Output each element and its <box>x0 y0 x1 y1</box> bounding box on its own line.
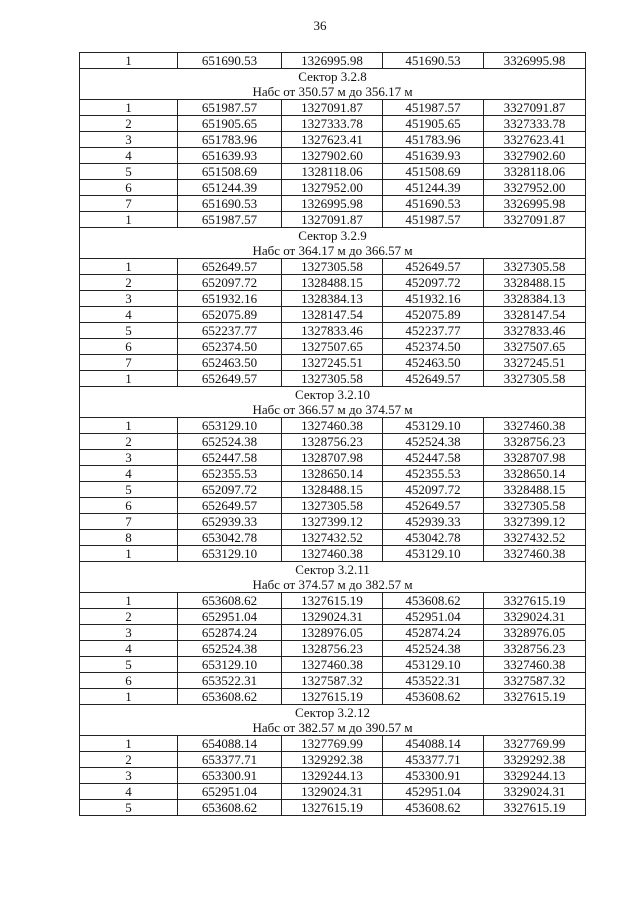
x-coordinate-cell: 651905.65 <box>178 116 282 132</box>
table-row <box>80 450 586 466</box>
sector-title: Сектор 3.2.12 <box>80 705 586 721</box>
x-local-cell: 452874.24 <box>383 625 484 641</box>
x-local-cell: 451987.57 <box>383 100 484 116</box>
y-local-cell: 3329292.38 <box>484 752 586 768</box>
x-local-cell: 452649.57 <box>383 259 484 275</box>
y-local-cell: 3328707.98 <box>484 450 586 466</box>
y-local-cell: 3328147.54 <box>484 307 586 323</box>
x-coordinate-cell: 652447.58 <box>178 450 282 466</box>
point-number-cell: 1 <box>80 593 178 609</box>
point-number-cell: 4 <box>80 307 178 323</box>
table-row <box>80 291 586 307</box>
point-number-cell: 3 <box>80 450 178 466</box>
y-coordinate-cell: 1326995.98 <box>282 196 383 212</box>
sector-height-range: Набс от 382.57 м до 390.57 м <box>80 720 586 736</box>
y-local-cell: 3327833.46 <box>484 323 586 339</box>
y-coordinate-cell: 1327615.19 <box>282 593 383 609</box>
point-number-cell: 1 <box>80 736 178 752</box>
table-row <box>80 641 586 657</box>
sector-title-row <box>80 387 586 403</box>
sector-title-row <box>80 228 586 244</box>
x-coordinate-cell: 651987.57 <box>178 100 282 116</box>
x-coordinate-cell: 654088.14 <box>178 736 282 752</box>
y-local-cell: 3327091.87 <box>484 212 586 228</box>
x-coordinate-cell: 651244.39 <box>178 180 282 196</box>
x-local-cell: 454088.14 <box>383 736 484 752</box>
y-coordinate-cell: 1327507.65 <box>282 339 383 355</box>
x-local-cell: 453042.78 <box>383 530 484 546</box>
table-row <box>80 482 586 498</box>
x-local-cell: 452524.38 <box>383 641 484 657</box>
x-local-cell: 452447.58 <box>383 450 484 466</box>
sector-title-row <box>80 705 586 721</box>
table-row <box>80 466 586 482</box>
x-local-cell: 451244.39 <box>383 180 484 196</box>
y-local-cell: 3327091.87 <box>484 100 586 116</box>
y-coordinate-cell: 1328118.06 <box>282 164 383 180</box>
sector-title: Сектор 3.2.8 <box>80 69 586 85</box>
x-local-cell: 452463.50 <box>383 355 484 371</box>
sector-height-range: Набс от 366.57 м до 374.57 м <box>80 402 586 418</box>
table-row <box>80 768 586 784</box>
coordinates-table <box>79 52 586 816</box>
x-local-cell: 451987.57 <box>383 212 484 228</box>
y-local-cell: 3328384.13 <box>484 291 586 307</box>
x-coordinate-cell: 653042.78 <box>178 530 282 546</box>
x-local-cell: 453608.62 <box>383 689 484 705</box>
x-coordinate-cell: 653129.10 <box>178 418 282 434</box>
point-number-cell: 1 <box>80 100 178 116</box>
x-local-cell: 453608.62 <box>383 800 484 816</box>
y-coordinate-cell: 1327460.38 <box>282 657 383 673</box>
x-local-cell: 451783.96 <box>383 132 484 148</box>
point-number-cell: 2 <box>80 434 178 450</box>
x-local-cell: 453300.91 <box>383 768 484 784</box>
x-coordinate-cell: 652951.04 <box>178 609 282 625</box>
table-row <box>80 514 586 530</box>
y-coordinate-cell: 1327615.19 <box>282 800 383 816</box>
sector-title: Сектор 3.2.9 <box>80 228 586 244</box>
point-number-cell: 5 <box>80 323 178 339</box>
y-local-cell: 3327432.52 <box>484 530 586 546</box>
x-coordinate-cell: 652097.72 <box>178 275 282 291</box>
x-coordinate-cell: 652939.33 <box>178 514 282 530</box>
y-coordinate-cell: 1327305.58 <box>282 259 383 275</box>
y-coordinate-cell: 1328147.54 <box>282 307 383 323</box>
point-number-cell: 4 <box>80 466 178 482</box>
table-row <box>80 689 586 705</box>
table-row <box>80 434 586 450</box>
sector-title: Сектор 3.2.11 <box>80 562 586 578</box>
x-local-cell: 452097.72 <box>383 275 484 291</box>
table-row <box>80 164 586 180</box>
table-row <box>80 132 586 148</box>
y-coordinate-cell: 1327952.00 <box>282 180 383 196</box>
x-coordinate-cell: 652463.50 <box>178 355 282 371</box>
table-row <box>80 418 586 434</box>
table-row <box>80 736 586 752</box>
y-coordinate-cell: 1327399.12 <box>282 514 383 530</box>
point-number-cell: 5 <box>80 657 178 673</box>
y-coordinate-cell: 1328650.14 <box>282 466 383 482</box>
y-coordinate-cell: 1327091.87 <box>282 212 383 228</box>
table-row <box>80 196 586 212</box>
y-coordinate-cell: 1327615.19 <box>282 689 383 705</box>
table-row <box>80 275 586 291</box>
y-coordinate-cell: 1327091.87 <box>282 100 383 116</box>
point-number-cell: 3 <box>80 625 178 641</box>
point-number-cell: 6 <box>80 339 178 355</box>
point-number-cell: 1 <box>80 212 178 228</box>
x-coordinate-cell: 652374.50 <box>178 339 282 355</box>
sector-height-range-row <box>80 577 586 593</box>
point-number-cell: 2 <box>80 275 178 291</box>
y-local-cell: 3327769.99 <box>484 736 586 752</box>
point-number-cell: 4 <box>80 641 178 657</box>
table-row <box>80 100 586 116</box>
y-local-cell: 3327615.19 <box>484 800 586 816</box>
table-row <box>80 609 586 625</box>
x-coordinate-cell: 653377.71 <box>178 752 282 768</box>
x-coordinate-cell: 652649.57 <box>178 498 282 514</box>
y-local-cell: 3329024.31 <box>484 609 586 625</box>
x-local-cell: 452649.57 <box>383 498 484 514</box>
y-local-cell: 3327623.41 <box>484 132 586 148</box>
y-local-cell: 3328976.05 <box>484 625 586 641</box>
table-row <box>80 212 586 228</box>
x-local-cell: 453522.31 <box>383 673 484 689</box>
y-coordinate-cell: 1329024.31 <box>282 609 383 625</box>
table-row <box>80 752 586 768</box>
x-coordinate-cell: 652649.57 <box>178 371 282 387</box>
y-coordinate-cell: 1326995.98 <box>282 53 383 69</box>
point-number-cell: 3 <box>80 132 178 148</box>
point-number-cell: 1 <box>80 259 178 275</box>
point-number-cell: 2 <box>80 752 178 768</box>
y-coordinate-cell: 1329024.31 <box>282 784 383 800</box>
y-local-cell: 3329244.13 <box>484 768 586 784</box>
sector-height-range: Набс от 350.57 м до 356.17 м <box>80 84 586 100</box>
page-number: 36 <box>313 18 327 33</box>
point-number-cell: 3 <box>80 291 178 307</box>
point-number-cell: 1 <box>80 53 178 69</box>
y-local-cell: 3328650.14 <box>484 466 586 482</box>
y-coordinate-cell: 1328976.05 <box>282 625 383 641</box>
y-coordinate-cell: 1329292.38 <box>282 752 383 768</box>
x-coordinate-cell: 653129.10 <box>178 546 282 562</box>
point-number-cell: 1 <box>80 546 178 562</box>
table-row <box>80 800 586 816</box>
y-local-cell: 3327615.19 <box>484 593 586 609</box>
sector-height-range-row <box>80 84 586 100</box>
x-coordinate-cell: 651987.57 <box>178 212 282 228</box>
y-local-cell: 3327952.00 <box>484 180 586 196</box>
x-coordinate-cell: 652649.57 <box>178 259 282 275</box>
x-local-cell: 452649.57 <box>383 371 484 387</box>
x-coordinate-cell: 652951.04 <box>178 784 282 800</box>
y-local-cell: 3327305.58 <box>484 498 586 514</box>
y-coordinate-cell: 1328756.23 <box>282 434 383 450</box>
x-local-cell: 452374.50 <box>383 339 484 355</box>
table-row <box>80 148 586 164</box>
sector-height-range: Набс от 364.17 м до 366.57 м <box>80 243 586 259</box>
x-local-cell: 453129.10 <box>383 657 484 673</box>
y-coordinate-cell: 1327623.41 <box>282 132 383 148</box>
sector-height-range: Набс от 374.57 м до 382.57 м <box>80 577 586 593</box>
point-number-cell: 5 <box>80 482 178 498</box>
sector-title: Сектор 3.2.10 <box>80 387 586 403</box>
y-coordinate-cell: 1327587.32 <box>282 673 383 689</box>
x-local-cell: 451905.65 <box>383 116 484 132</box>
y-coordinate-cell: 1328488.15 <box>282 482 383 498</box>
point-number-cell: 6 <box>80 673 178 689</box>
table-row <box>80 53 586 69</box>
point-number-cell: 7 <box>80 355 178 371</box>
y-coordinate-cell: 1327245.51 <box>282 355 383 371</box>
y-local-cell: 3327460.38 <box>484 657 586 673</box>
x-coordinate-cell: 651932.16 <box>178 291 282 307</box>
x-local-cell: 453129.10 <box>383 418 484 434</box>
x-coordinate-cell: 651690.53 <box>178 196 282 212</box>
x-local-cell: 452097.72 <box>383 482 484 498</box>
y-coordinate-cell: 1327432.52 <box>282 530 383 546</box>
y-coordinate-cell: 1327305.58 <box>282 371 383 387</box>
y-local-cell: 3327615.19 <box>484 689 586 705</box>
table-row <box>80 593 586 609</box>
x-coordinate-cell: 651783.96 <box>178 132 282 148</box>
x-local-cell: 452524.38 <box>383 434 484 450</box>
point-number-cell: 4 <box>80 148 178 164</box>
table-row <box>80 546 586 562</box>
table-row <box>80 657 586 673</box>
y-local-cell: 3327305.58 <box>484 371 586 387</box>
y-coordinate-cell: 1328384.13 <box>282 291 383 307</box>
sector-height-range-row <box>80 720 586 736</box>
y-local-cell: 3327460.38 <box>484 418 586 434</box>
y-local-cell: 3327245.51 <box>484 355 586 371</box>
table-row <box>80 307 586 323</box>
x-coordinate-cell: 653129.10 <box>178 657 282 673</box>
x-local-cell: 452951.04 <box>383 784 484 800</box>
y-coordinate-cell: 1327305.58 <box>282 498 383 514</box>
y-local-cell: 3327902.60 <box>484 148 586 164</box>
table-row <box>80 530 586 546</box>
x-coordinate-cell: 653608.62 <box>178 689 282 705</box>
y-coordinate-cell: 1328756.23 <box>282 641 383 657</box>
table-row <box>80 784 586 800</box>
point-number-cell: 1 <box>80 689 178 705</box>
y-local-cell: 3327460.38 <box>484 546 586 562</box>
x-local-cell: 451508.69 <box>383 164 484 180</box>
sector-title-row <box>80 562 586 578</box>
point-number-cell: 1 <box>80 371 178 387</box>
x-coordinate-cell: 653608.62 <box>178 593 282 609</box>
sector-height-range-row <box>80 402 586 418</box>
point-number-cell: 7 <box>80 514 178 530</box>
x-local-cell: 452075.89 <box>383 307 484 323</box>
y-coordinate-cell: 1327769.99 <box>282 736 383 752</box>
y-local-cell: 3326995.98 <box>484 196 586 212</box>
x-coordinate-cell: 652874.24 <box>178 625 282 641</box>
y-local-cell: 3328488.15 <box>484 275 586 291</box>
y-coordinate-cell: 1328488.15 <box>282 275 383 291</box>
x-coordinate-cell: 651508.69 <box>178 164 282 180</box>
x-local-cell: 451690.53 <box>383 53 484 69</box>
sector-title-row <box>80 69 586 85</box>
x-coordinate-cell: 652355.53 <box>178 466 282 482</box>
sector-height-range-row <box>80 243 586 259</box>
x-coordinate-cell: 652097.72 <box>178 482 282 498</box>
y-coordinate-cell: 1327333.78 <box>282 116 383 132</box>
x-local-cell: 451690.53 <box>383 196 484 212</box>
x-local-cell: 452951.04 <box>383 609 484 625</box>
table-row <box>80 259 586 275</box>
x-local-cell: 451932.16 <box>383 291 484 307</box>
point-number-cell: 6 <box>80 498 178 514</box>
x-coordinate-cell: 652524.38 <box>178 434 282 450</box>
y-coordinate-cell: 1327460.38 <box>282 418 383 434</box>
table-row <box>80 498 586 514</box>
x-coordinate-cell: 651690.53 <box>178 53 282 69</box>
x-coordinate-cell: 652237.77 <box>178 323 282 339</box>
y-coordinate-cell: 1328707.98 <box>282 450 383 466</box>
y-local-cell: 3328756.23 <box>484 641 586 657</box>
point-number-cell: 2 <box>80 609 178 625</box>
table-row <box>80 180 586 196</box>
table-row <box>80 371 586 387</box>
y-local-cell: 3327507.65 <box>484 339 586 355</box>
x-local-cell: 453608.62 <box>383 593 484 609</box>
x-local-cell: 452355.53 <box>383 466 484 482</box>
x-local-cell: 453129.10 <box>383 546 484 562</box>
x-coordinate-cell: 653522.31 <box>178 673 282 689</box>
x-local-cell: 452237.77 <box>383 323 484 339</box>
point-number-cell: 8 <box>80 530 178 546</box>
point-number-cell: 1 <box>80 418 178 434</box>
y-local-cell: 3329024.31 <box>484 784 586 800</box>
table-row <box>80 673 586 689</box>
y-local-cell: 3327399.12 <box>484 514 586 530</box>
y-local-cell: 3326995.98 <box>484 53 586 69</box>
point-number-cell: 5 <box>80 800 178 816</box>
y-local-cell: 3327305.58 <box>484 259 586 275</box>
x-local-cell: 453377.71 <box>383 752 484 768</box>
x-local-cell: 451639.93 <box>383 148 484 164</box>
table-row <box>80 355 586 371</box>
y-local-cell: 3327333.78 <box>484 116 586 132</box>
y-coordinate-cell: 1329244.13 <box>282 768 383 784</box>
table-row <box>80 625 586 641</box>
point-number-cell: 7 <box>80 196 178 212</box>
y-local-cell: 3327587.32 <box>484 673 586 689</box>
x-local-cell: 452939.33 <box>383 514 484 530</box>
point-number-cell: 6 <box>80 180 178 196</box>
x-coordinate-cell: 651639.93 <box>178 148 282 164</box>
y-coordinate-cell: 1327833.46 <box>282 323 383 339</box>
x-coordinate-cell: 653300.91 <box>178 768 282 784</box>
point-number-cell: 2 <box>80 116 178 132</box>
x-coordinate-cell: 652075.89 <box>178 307 282 323</box>
x-coordinate-cell: 653608.62 <box>178 800 282 816</box>
x-coordinate-cell: 652524.38 <box>178 641 282 657</box>
y-coordinate-cell: 1327902.60 <box>282 148 383 164</box>
point-number-cell: 3 <box>80 768 178 784</box>
y-local-cell: 3328118.06 <box>484 164 586 180</box>
point-number-cell: 5 <box>80 164 178 180</box>
y-coordinate-cell: 1327460.38 <box>282 546 383 562</box>
y-local-cell: 3328488.15 <box>484 482 586 498</box>
table-row <box>80 339 586 355</box>
table-row <box>80 323 586 339</box>
y-local-cell: 3328756.23 <box>484 434 586 450</box>
point-number-cell: 4 <box>80 784 178 800</box>
table-row <box>80 116 586 132</box>
